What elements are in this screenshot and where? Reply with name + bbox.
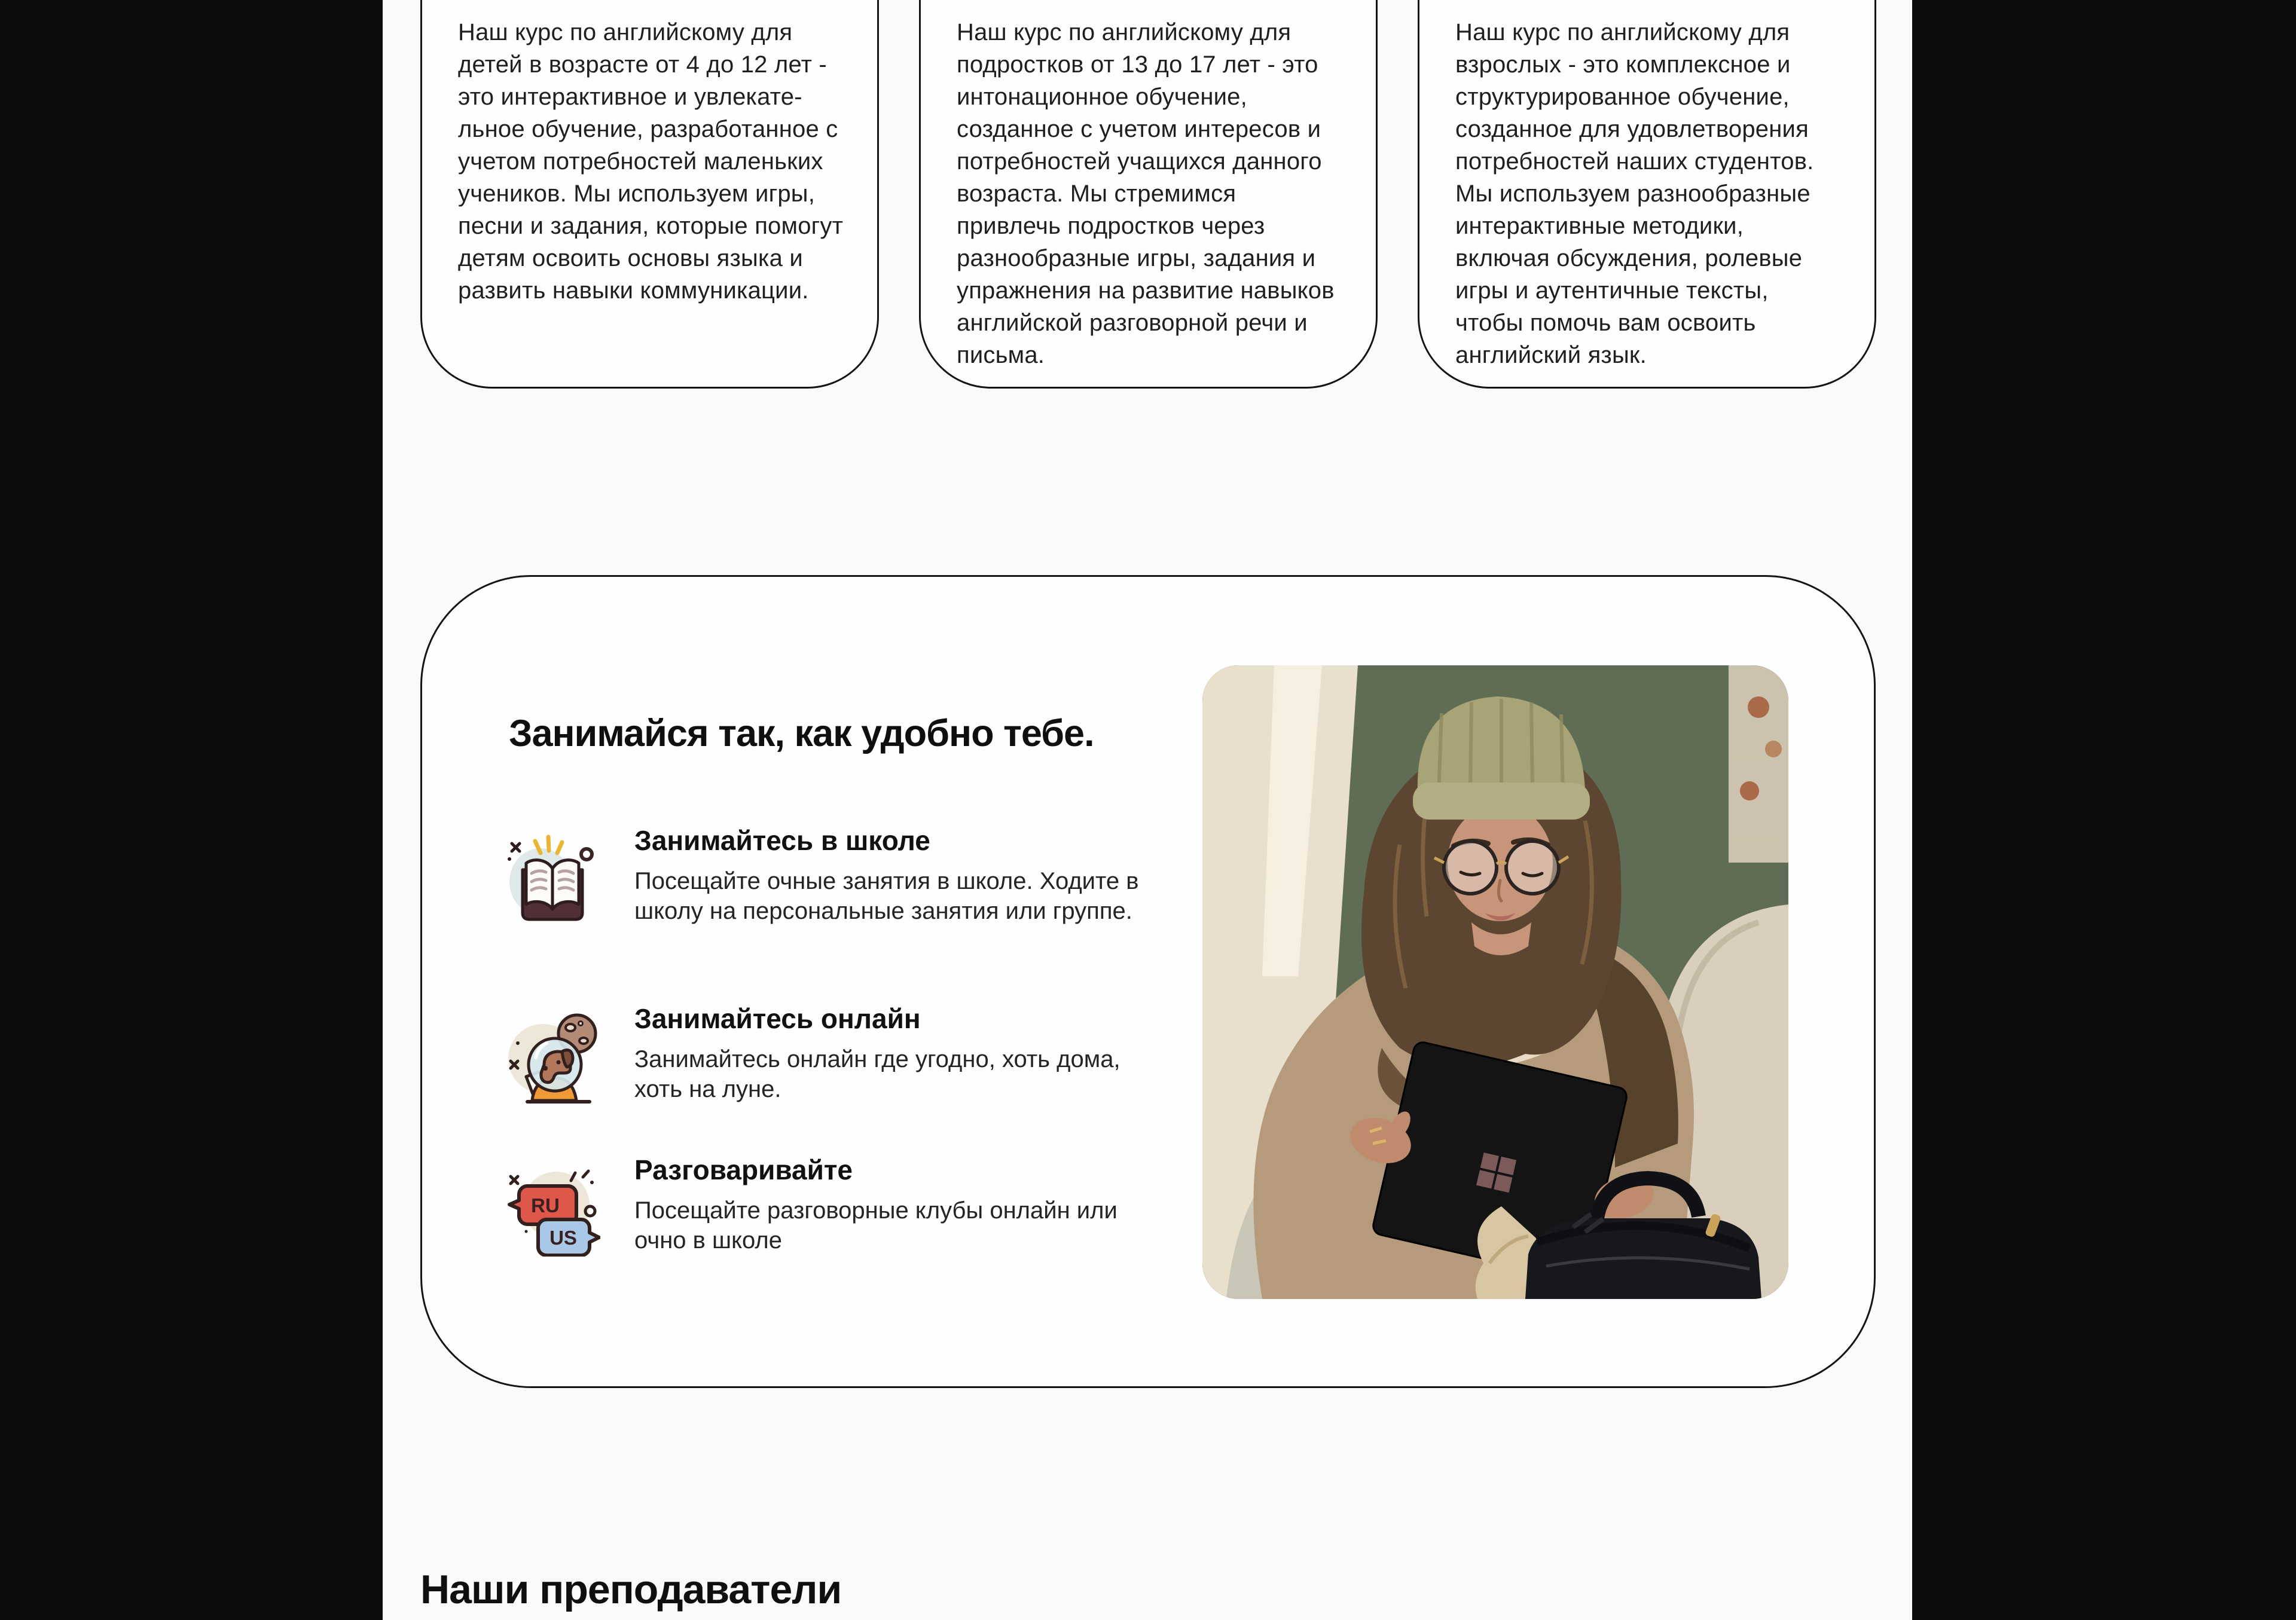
course-card-adults-text: Наш курс по английскому для взрослых - это комплексное и структурированное обучение, созданное для удовлетворения потребностей наших студентов. Мы используем разнообразные интерактивные методики, включая обсуждения, ролевые игры и аутентичные тексты, чтобы помочь вам освоить английский язык. [1455,19,1814,368]
course-card-kids-text: Наш курс по английскому для детей в возрасте от 4 до 12 лет - это интерактивное и увлекате-льное обучение, разработанное с учетом потребностей маленьких учеников. Мы используем игры, песни и задания, которые помогут детям освоить основы языка и развить навыки коммуникации. [458,19,844,304]
open-book-icon [505,832,600,927]
us-bubble-label: US [549,1227,577,1249]
study-item-online-text: Занимайтесь онлайн где угодно, хоть дома, хоть на луне. [634,1046,1120,1102]
study-item-online-title: Занимайтесь онлайн [634,1003,921,1034]
study-item-speaking [505,1154,1174,1255]
study-item-school [505,824,1174,926]
study-formats-card [420,575,1876,1388]
course-card-teens-text: Наш курс по английскому для подростков от 13 до 17 лет - это интонационное обучение, созданное с учетом интересов и потребностей учащихся данного возраста. Мы стремимся привлечь подростков через разнообразные игры, задания и упражнения на развитие навыков английской разговорной речи и письма. [957,19,1335,368]
study-formats-heading: Занимайся так, как удобно тебе. [509,713,1094,754]
study-item-online [505,1002,1174,1104]
ru-bubble-label: RU [531,1194,560,1216]
study-item-speaking-text: Посещайте разговорные клубы онлайн или очно в школе [634,1197,1118,1254]
study-item-school-text: Посещайте очные занятия в школе. Ходите в школу на персональные занятия или группе. [634,868,1139,924]
student-photo [1202,665,1788,1299]
course-card-adults [1418,0,1876,389]
space-dog-icon [505,1010,600,1105]
study-item-speaking-title: Разговаривайте [634,1154,853,1185]
course-card-kids [420,0,879,389]
course-card-teens [919,0,1378,389]
content-area [383,0,1912,1620]
teachers-heading: Наши преподаватели [420,1567,842,1612]
speech-bubbles-icon [505,1161,600,1257]
study-item-school-title: Занимайтесь в школе [634,825,930,856]
